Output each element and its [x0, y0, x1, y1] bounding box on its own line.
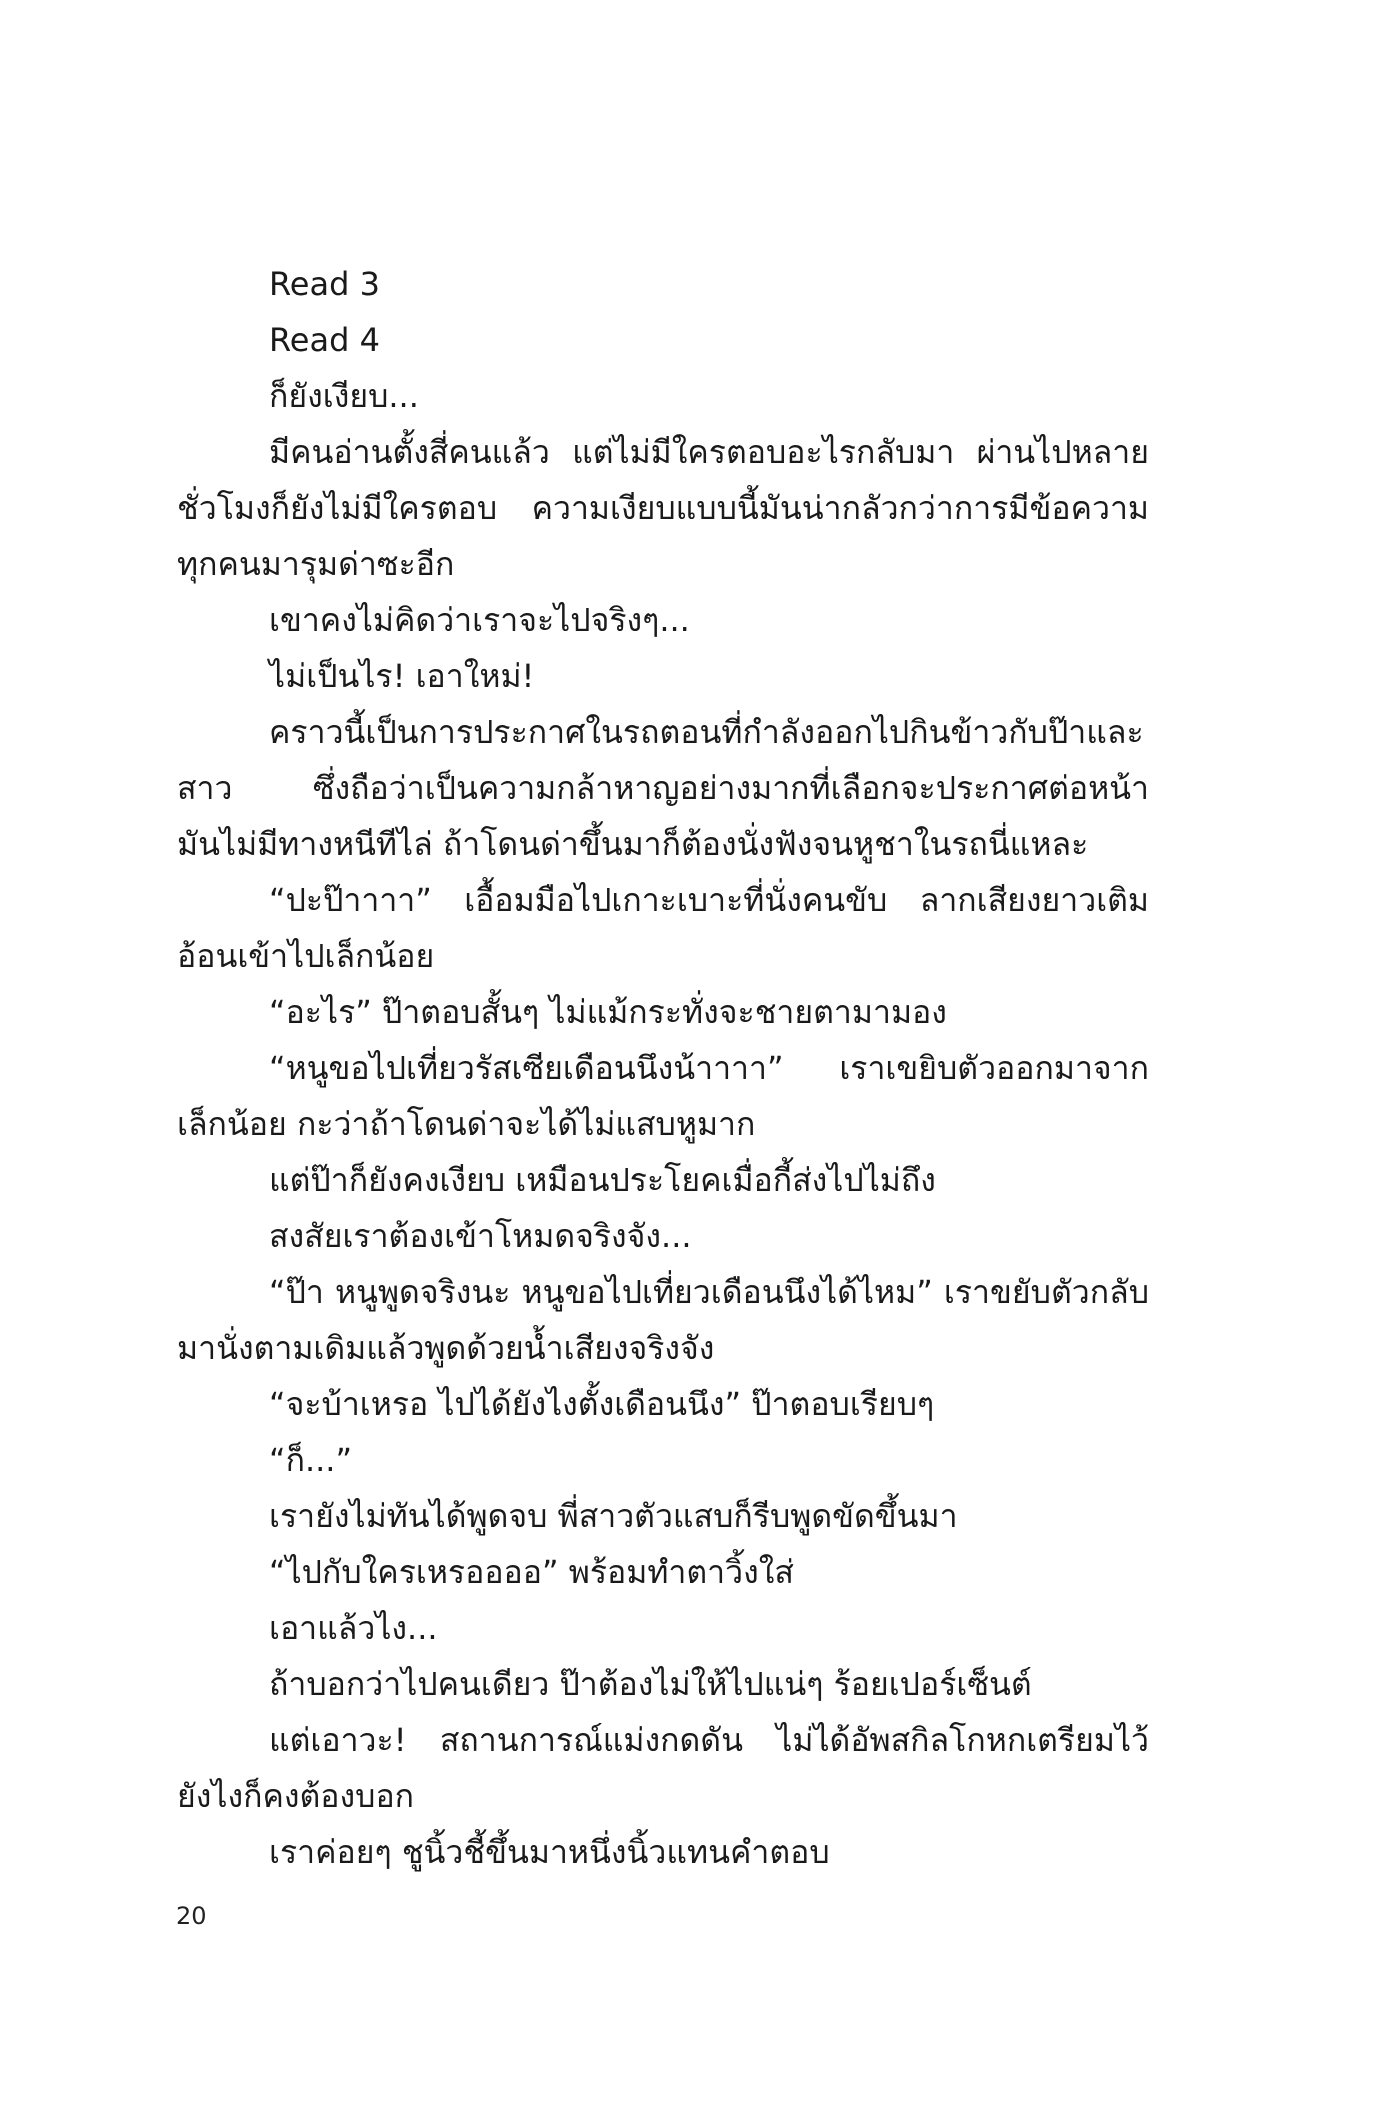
paragraph-line: Read 4	[269, 321, 380, 359]
paragraph-line: แต่ป๊าก็ยังคงเงียบ เหมือนประโยคเมื่อกี้ส่งไปไม่ถึง	[269, 1161, 936, 1199]
paragraph-line: เล็กน้อย กะว่าถ้าโดนด่าจะได้ไม่แสบหูมาก	[177, 1105, 756, 1143]
paragraph-line: “ไปกับใครเหรออออ” พร้อมทำตาวิ้งใส่	[269, 1553, 794, 1591]
paragraph-line: มีคนอ่านตั้งสี่คนแล้ว แต่ไม่มีใครตอบอะไรกลับมา ผ่านไปหลาย	[269, 433, 1149, 471]
paragraph-line: มันไม่มีทางหนีทีไล่ ถ้าโดนด่าขึ้นมาก็ต้องนั่งฟังจนหูชาในรถนี่แหละ	[177, 825, 1089, 863]
paragraph-line: เอาแล้วไง...	[269, 1609, 438, 1647]
paragraph-line: เรายังไม่ทันได้พูดจบ พี่สาวตัวแสบก็รีบพูดขัดขึ้นมา	[269, 1497, 958, 1535]
paragraph-line: ทุกคนมารุมด่าซะอีก	[177, 545, 455, 583]
paragraph-line: เราค่อยๆ ชูนิ้วชี้ขึ้นมาหนึ่งนิ้วแทนคำตอบ	[269, 1833, 830, 1871]
paragraph-line: มานั่งตามเดิมแล้วพูดด้วยน้ำเสียงจริงจัง	[177, 1329, 715, 1367]
paragraph-line: “ปะป๊าาาา” เอื้อมมือไปเกาะเบาะที่นั่งคนขับ ลากเสียงยาวเติม	[269, 881, 1149, 919]
page-number: 20	[176, 1902, 207, 1930]
body-text	[177, 256, 1149, 1880]
paragraph-line: ไม่เป็นไร! เอาใหม่!	[269, 657, 535, 695]
paragraph-line: แต่เอาวะ! สถานการณ์แม่งกดดัน ไม่ได้อัพสกิลโกหกเตรียมไว้	[269, 1721, 1149, 1759]
paragraph-line: อ้อนเข้าไปเล็กน้อย	[177, 937, 435, 975]
paragraph-line: “อะไร” ป๊าตอบสั้นๆ ไม่แม้กระทั่งจะชายตามามอง	[269, 993, 947, 1031]
paragraph-line: “ป๊า หนูพูดจริงนะ หนูขอไปเที่ยวเดือนนึงได้ไหม” เราขยับตัวกลับ	[269, 1273, 1149, 1311]
paragraph-line: คราวนี้เป็นการประกาศในรถตอนที่กำลังออกไปกินข้าวกับป๊าและ	[269, 713, 1144, 751]
paragraph-line: สาว ซึ่งถือว่าเป็นความกล้าหาญอย่างมากที่เลือกจะประกาศต่อหน้า	[177, 769, 1149, 807]
paragraph-line: สงสัยเราต้องเข้าโหมดจริงจัง...	[269, 1217, 692, 1255]
paragraph-line: ยังไงก็คงต้องบอก	[177, 1777, 415, 1815]
paragraph-line: Read 3	[269, 265, 380, 303]
paragraph-line: “หนูขอไปเที่ยวรัสเซียเดือนนึงน้าาาา” เราเขยิบตัวออกมาจาก	[269, 1049, 1149, 1087]
paragraph-line: เขาคงไม่คิดว่าเราจะไปจริงๆ...	[269, 601, 690, 639]
paragraph-line: ก็ยังเงียบ...	[269, 377, 419, 415]
paragraph-line: ชั่วโมงก็ยังไม่มีใครตอบ ความเงียบแบบนี้มันน่ากลัวกว่าการมีข้อความ	[177, 489, 1149, 527]
paragraph-line: ถ้าบอกว่าไปคนเดียว ป๊าต้องไม่ให้ไปแน่ๆ ร้อยเปอร์เซ็นต์	[269, 1665, 1032, 1703]
paragraph-line: “ก็...”	[269, 1441, 353, 1479]
paragraph-line: “จะบ้าเหรอ ไปได้ยังไงตั้งเดือนนึง” ป๊าตอบเรียบๆ	[269, 1385, 935, 1423]
